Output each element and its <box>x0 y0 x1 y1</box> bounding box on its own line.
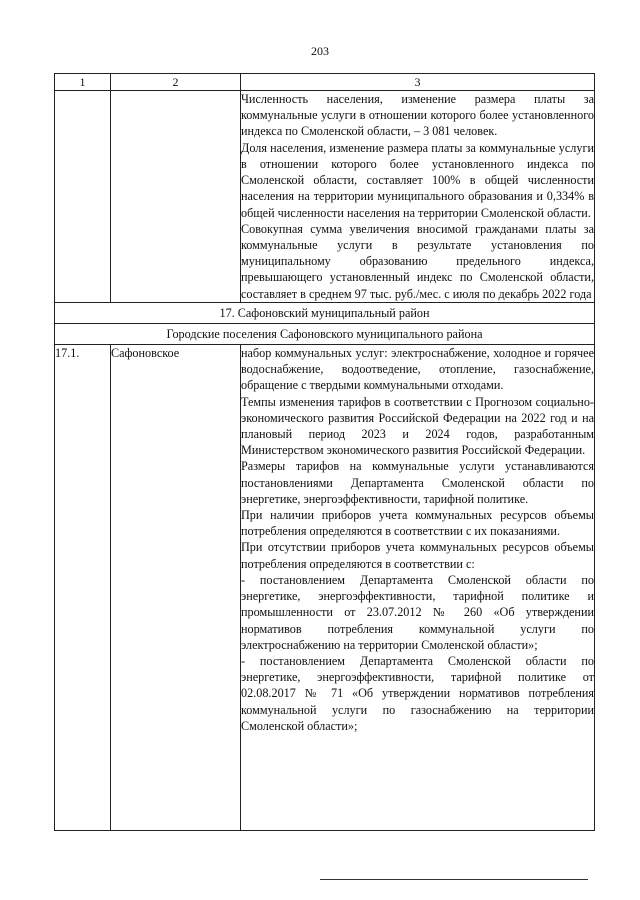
paragraph: Темпы изменения тарифов в соответствии с Прогнозом социально-экономического развития Российской Федерации на 2022 год и на плановый период 2023 и 2024 годов, разработанным Министерством экономического развития Российской Федерации. <box>241 394 594 458</box>
document-table <box>54 73 595 831</box>
paragraph: Доля населения, изменение размера платы за коммунальные услуги в отношении которого более установленного индекса по Смоленской области, составляет 100% в общей численности населения на территории муниципального образования и 0,334% в общей численности населения на территории Смоленской области. <box>241 140 594 220</box>
description-cell <box>241 91 595 303</box>
row-number: 17.1. <box>55 344 111 830</box>
paragraph: При отсутствии приборов учета коммунальных ресурсов объемы потребления определяются в соответствии с: <box>241 540 594 571</box>
section-title-row <box>55 302 595 323</box>
paragraph: набор коммунальных услуг: электроснабжение, холодное и горячее водоснабжение, водоотведение, отопление, газоснабжение, обращение с твердыми коммунальными отходами. <box>241 345 594 393</box>
table-row <box>55 344 595 830</box>
page-number: 203 <box>311 44 329 58</box>
header-col-2: 2 <box>111 74 241 91</box>
row-name: Сафоновское <box>111 344 241 830</box>
paragraph: - постановлением Департамента Смоленской области по энергетике, энергоэффективности, тарифной политике и промышленности от 23.07.2012 № 260 «Об утверждении нормативов потребления коммунальной услуги по электроснабжению на территории Смоленской области»; <box>241 572 594 652</box>
bottom-divider <box>320 879 588 880</box>
table-row <box>55 91 595 303</box>
paragraph: При наличии приборов учета коммунальных ресурсов объемы потребления определяются в соответствии с их показаниями. <box>241 508 594 539</box>
table-header-row <box>55 74 595 91</box>
header-col-3: 3 <box>241 74 595 91</box>
row-name-cell <box>111 91 241 303</box>
row-number-cell <box>55 91 111 303</box>
section-title: 17. Сафоновский муниципальный район <box>55 302 595 323</box>
subsection-title-row <box>55 323 595 344</box>
description-cell <box>241 344 595 830</box>
paragraph: - постановлением Департамента Смоленской области по энергетике, энергоэффективности, тарифной политике от 02.08.2017 № 71 «Об утверждении нормативов потребления коммунальной услуги по газоснабжению на территории Смоленской области»; <box>241 654 594 733</box>
paragraph: Размеры тарифов на коммунальные услуги устанавливаются постановлениями Департамента Смоленской области по энергетике, энергоэффективности, тарифной политике. <box>241 459 594 506</box>
paragraph: Численность населения, изменение размера платы за коммунальные услуги в отношении которого более установленного индекса по Смоленской области, – 3 081 человек. <box>241 92 594 139</box>
subsection-title: Городские поселения Сафоновского муниципального района <box>55 323 595 344</box>
header-col-1: 1 <box>55 74 111 91</box>
paragraph: Совокупная сумма увеличения вносимой гражданами платы за коммунальные услуги в результате установления по муниципальному образованию предельного индекса, превышающего установленный индекс по Смоленской области, составляет в среднем 97 тыс. руб./мес. с июля по декабрь 2022 года <box>241 221 594 301</box>
